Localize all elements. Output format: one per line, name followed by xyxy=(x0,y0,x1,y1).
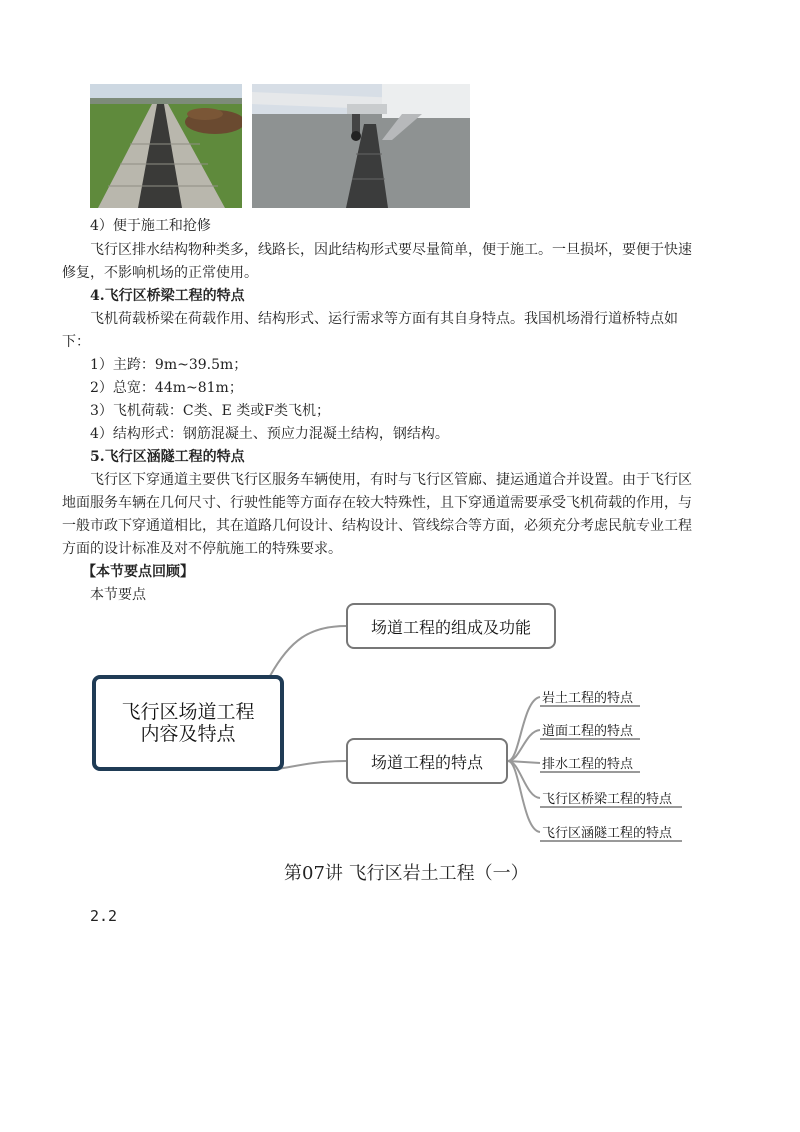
section-number: 2.2 xyxy=(90,907,118,925)
mindmap-leaf: 排水工程的特点 xyxy=(542,757,634,772)
text-line: 2）总宽：44m~81m； xyxy=(90,380,243,396)
mindmap-root-line2: 内容及特点 xyxy=(140,723,236,745)
mindmap-leaf: 飞行区涵隧工程的特点 xyxy=(542,826,673,841)
mindmap-root-line1: 飞行区场道工程 xyxy=(121,701,255,723)
text-line: 一般市政下穿通道相比，其在道路几何设计、结构设计、管线综合等方面，必须充分考虑民航专业工程 xyxy=(62,518,692,534)
text-line: 方面的设计标准及对不停航施工的特殊要求。 xyxy=(62,541,342,557)
text-line: 地面服务车辆在几何尺寸、行驶性能等方面存在较大特殊性，且下穿通道需要承受飞机荷载的作用，与 xyxy=(62,495,692,511)
review-heading: 【本节要点回顾】 xyxy=(82,564,194,580)
section-heading: 4.飞行区桥梁工程的特点 xyxy=(90,288,245,304)
lecture-title: 第07讲 飞行区岩土工程（一） xyxy=(284,863,529,884)
mindmap-branch-features: 场道工程的特点 xyxy=(346,738,508,784)
text-line: 1）主跨：9m~39.5m； xyxy=(90,357,248,373)
text-line: 下： xyxy=(62,334,90,350)
mindmap-leaf: 飞行区桥梁工程的特点 xyxy=(542,792,673,807)
mindmap-root xyxy=(92,675,284,771)
mindmap-leaf: 道面工程的特点 xyxy=(542,724,634,739)
mindmap-branch-composition: 场道工程的组成及功能 xyxy=(346,603,556,649)
text-line: 飞机荷载桥梁在荷载作用、结构形式、运行需求等方面有其自身特点。我国机场滑行道桥特点如 xyxy=(90,311,678,327)
section-heading: 5.飞行区涵隧工程的特点 xyxy=(90,449,245,465)
mindmap-leaf: 岩土工程的特点 xyxy=(542,691,634,706)
text-line: 3）飞机荷载：C类、E 类或F类飞机； xyxy=(90,403,331,419)
text-line: 飞行区下穿通道主要供飞行区服务车辆使用，有时与飞行区管廊、捷运通道合并设置。由于飞行区 xyxy=(90,472,692,488)
text-line: 4）结构形式：钢筋混凝土、预应力混凝土结构，钢结构。 xyxy=(90,426,449,442)
text-line: 飞行区排水结构物种类多，线路长，因此结构形式要尽量简单，便于施工。一旦损坏，要便于快速 xyxy=(90,242,692,258)
text-line: 修复，不影响机场的正常使用。 xyxy=(62,265,258,281)
text-line: 本节要点 xyxy=(90,587,146,603)
text-line: 4）便于施工和抢修 xyxy=(90,218,211,234)
